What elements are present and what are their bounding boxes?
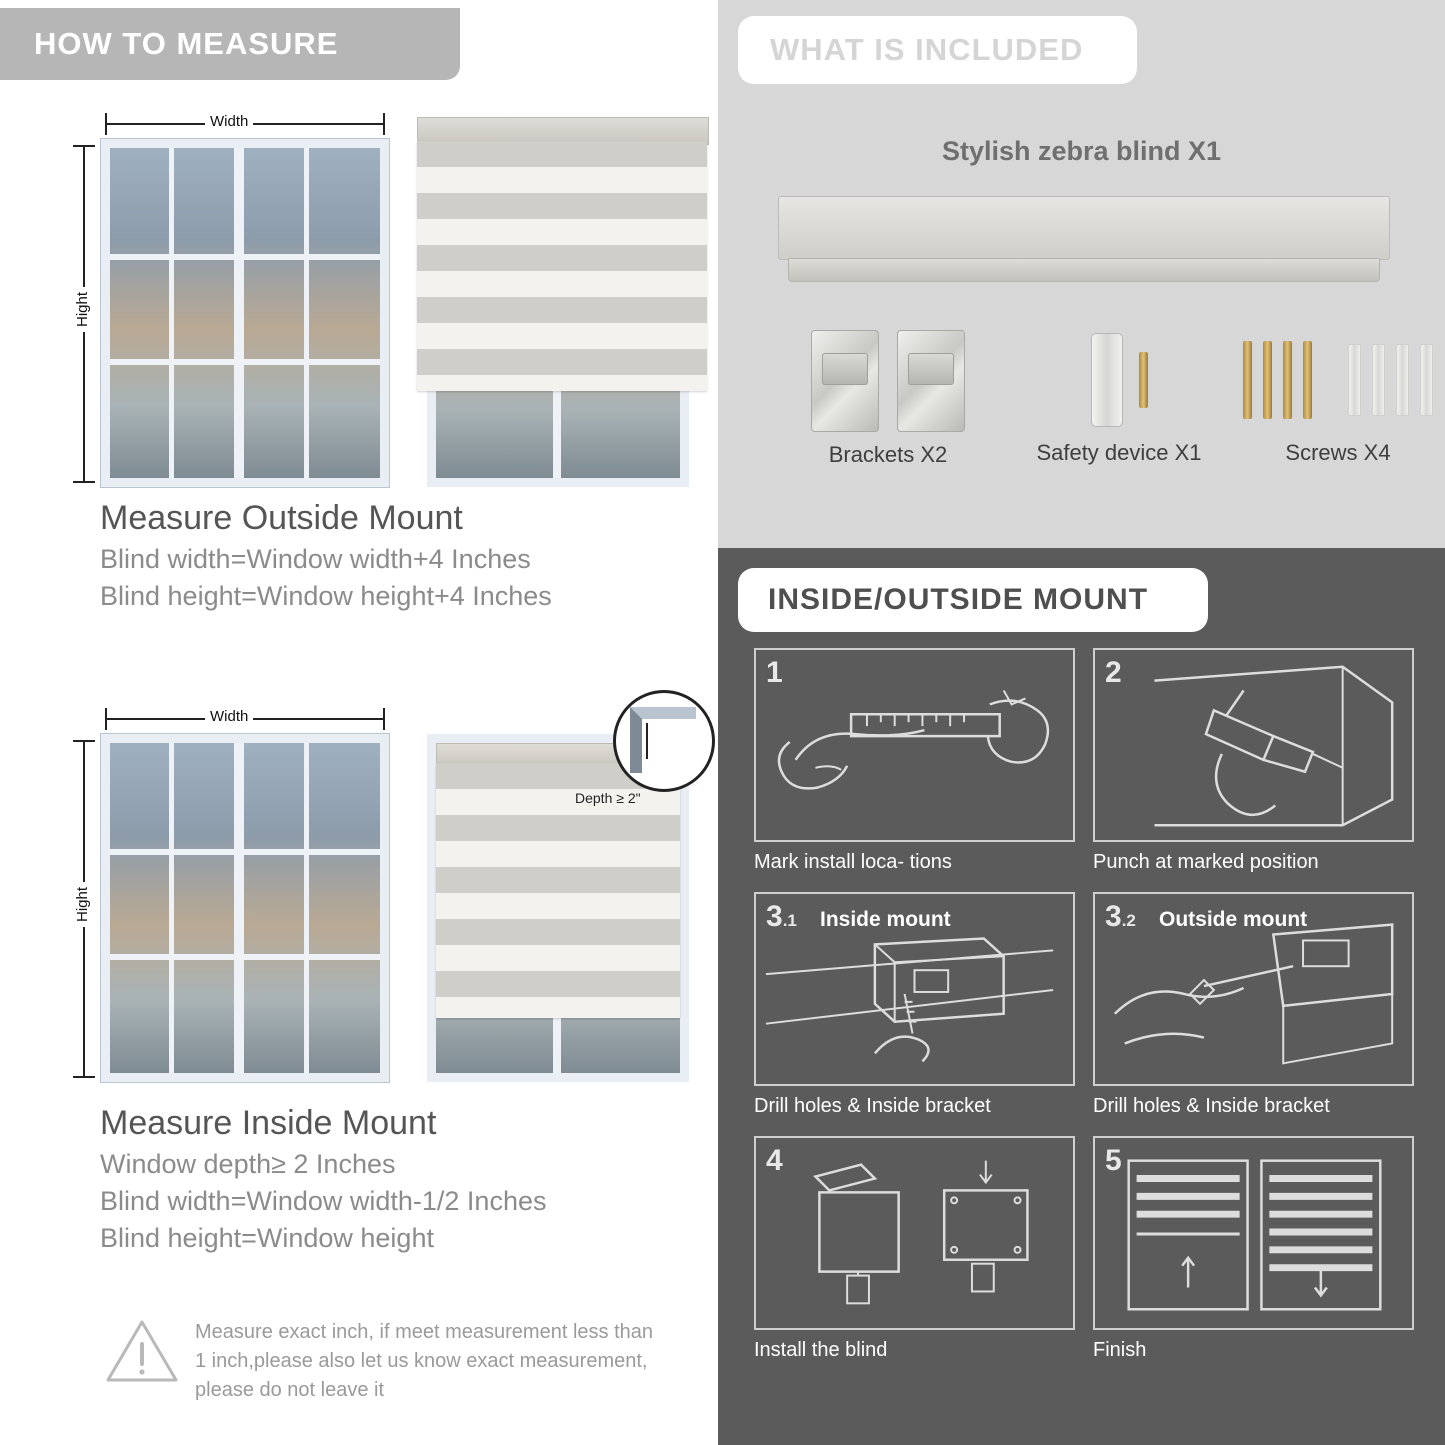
bracket-icon-1 — [811, 330, 879, 432]
install-step-5-box — [1093, 1136, 1414, 1330]
window-grid-h1 — [110, 254, 380, 260]
measurement-note-text: Measure exact inch, if meet measurement less than 1 inch,please also let us know exact measurement, please do not leave it — [195, 1321, 653, 1401]
part-brackets — [778, 330, 998, 468]
safety-device-screw — [1139, 352, 1148, 408]
height-tick-top-2 — [73, 740, 95, 742]
blind-rail-top — [778, 196, 1390, 260]
install-step-1-caption: Mark install loca- tions — [754, 851, 952, 873]
width-tick-left-2 — [105, 708, 107, 730]
install-step-1-number: 1 — [766, 656, 783, 689]
install-step-5-caption: Finish — [1093, 1339, 1147, 1361]
install-step-4-box — [754, 1136, 1075, 1330]
screw-4 — [1303, 341, 1312, 419]
window-grid-v2 — [304, 148, 309, 478]
install-step-3-2-number: 3.2 — [1105, 900, 1136, 933]
inside-outside-mount-panel — [718, 548, 1445, 1445]
install-step-1 — [754, 648, 1075, 874]
part-screws — [1238, 330, 1438, 466]
part-brackets-label: Brackets X2 — [828, 442, 948, 467]
window-mullion — [234, 148, 244, 478]
inside-width-label: Width — [205, 708, 253, 725]
install-step-3-1-caption: Drill holes & Inside bracket — [754, 1095, 991, 1117]
anchor-3 — [1396, 344, 1409, 416]
what-is-included-tab — [738, 16, 1137, 84]
part-safety-label: Safety device X1 — [1036, 440, 1202, 465]
depth-detail-arrow — [646, 723, 648, 759]
inside-outside-mount-title: INSIDE/OUTSIDE MOUNT — [768, 583, 1149, 616]
install-step-2-number: 2 — [1105, 656, 1122, 689]
install-step-2-box — [1093, 648, 1414, 842]
install-steps-grid — [754, 648, 1414, 1362]
install-step-3-2-subtitle: Outside mount — [1159, 908, 1308, 931]
install-blind-icon — [756, 1138, 1073, 1328]
how-to-measure-title: HOW TO MEASURE — [34, 26, 339, 61]
outside-mount-line-1: Blind width=Window width+4 Inches — [100, 544, 531, 574]
outside-height-label: Hight — [74, 287, 91, 332]
safety-device-body — [1091, 333, 1123, 427]
install-step-3-1 — [754, 892, 1075, 1118]
inside-outside-mount-tab — [738, 568, 1208, 632]
warning-triangle-svg — [105, 1318, 179, 1384]
inside-height-label: Hight — [74, 882, 91, 927]
window-illustration-2 — [101, 734, 389, 1082]
window-view-3 — [110, 743, 380, 1073]
outside-width-label: Width — [205, 113, 253, 130]
bracket-icon-2 — [897, 330, 965, 432]
main-product-label: Stylish zebra blind X1 — [941, 136, 1222, 166]
tape-measure-icon — [756, 650, 1073, 840]
zebra-blind-outside — [417, 141, 707, 391]
install-step-3-1-number: 3.1 — [766, 900, 797, 933]
how-to-measure-tab — [0, 8, 460, 80]
window-illustration — [101, 139, 389, 487]
window-grid-v4 — [304, 743, 309, 1073]
install-step-1-box — [754, 648, 1075, 842]
window-mullion-3 — [234, 743, 244, 1073]
screw-3 — [1283, 341, 1292, 419]
finished-blind-icon — [1095, 1138, 1412, 1328]
inside-mount-diagram — [55, 690, 715, 1090]
depth-detail-shape — [630, 707, 696, 773]
safety-device-icon — [994, 330, 1244, 430]
drill-icon — [1095, 650, 1412, 840]
height-tick-bottom — [73, 481, 95, 483]
anchor-1 — [1348, 344, 1361, 416]
included-parts-row — [718, 330, 1445, 520]
part-screws-label: Screws X4 — [1285, 440, 1391, 465]
how-to-measure-panel — [0, 0, 712, 1445]
install-step-3-1-box — [754, 892, 1075, 1086]
install-step-4 — [754, 1136, 1075, 1362]
window-grid-v1 — [169, 148, 174, 478]
bracket-icon — [778, 330, 998, 432]
install-step-3-1-subtitle: Inside mount — [820, 908, 951, 931]
screw-1 — [1243, 341, 1252, 419]
install-step-3-2 — [1093, 892, 1414, 1118]
depth-label: Depth ≥ 2" — [575, 790, 641, 806]
width-tick-right-2 — [383, 708, 385, 730]
zebra-blind-product-icon — [778, 196, 1388, 288]
what-is-included-panel — [718, 0, 1445, 548]
outside-mount-line-2: Blind height=Window height+4 Inches — [100, 581, 552, 611]
screw-2 — [1263, 341, 1272, 419]
install-step-2-caption: Punch at marked position — [1093, 851, 1319, 873]
anchor-2 — [1372, 344, 1385, 416]
install-step-4-caption: Install the blind — [754, 1339, 888, 1361]
inside-mount-line-3: Blind height=Window height — [100, 1223, 434, 1253]
inside-mount-line-2: Blind width=Window width-1/2 Inches — [100, 1186, 547, 1216]
install-step-5 — [1093, 1136, 1414, 1362]
anchor-4 — [1420, 344, 1433, 416]
height-tick-bottom-2 — [73, 1076, 95, 1078]
height-tick-top — [73, 145, 95, 147]
install-step-2 — [1093, 648, 1414, 874]
inside-mount-title: Measure Inside Mount — [100, 1104, 437, 1142]
window-grid-h4 — [110, 849, 380, 855]
blind-rail-bottom — [788, 258, 1380, 282]
window-view — [110, 148, 380, 478]
window-grid-h2 — [110, 359, 380, 365]
install-step-3-2-box — [1093, 892, 1414, 1086]
outside-mount-diagram — [55, 95, 715, 485]
inside-mount-block — [0, 690, 712, 1254]
window-grid-h5 — [110, 954, 380, 960]
zebra-blind-inside — [436, 763, 680, 1018]
measurement-note — [105, 1318, 665, 1405]
what-is-included-title: WHAT IS INCLUDED — [770, 32, 1084, 67]
width-tick-left — [105, 113, 107, 135]
warning-triangle-icon — [105, 1318, 179, 1384]
outside-mount-block — [0, 95, 712, 612]
install-step-4-number: 4 — [766, 1144, 783, 1177]
part-safety-device — [994, 330, 1244, 466]
screw-icon — [1238, 330, 1438, 430]
outside-mount-title: Measure Outside Mount — [100, 499, 463, 537]
width-tick-right — [383, 113, 385, 135]
install-step-3-2-caption: Drill holes & Inside bracket — [1093, 1095, 1330, 1117]
install-step-5-number: 5 — [1105, 1144, 1122, 1177]
inside-mount-line-1: Window depth≥ 2 Inches — [100, 1149, 396, 1179]
window-grid-v3 — [169, 743, 174, 1073]
depth-detail-circle — [613, 690, 715, 792]
